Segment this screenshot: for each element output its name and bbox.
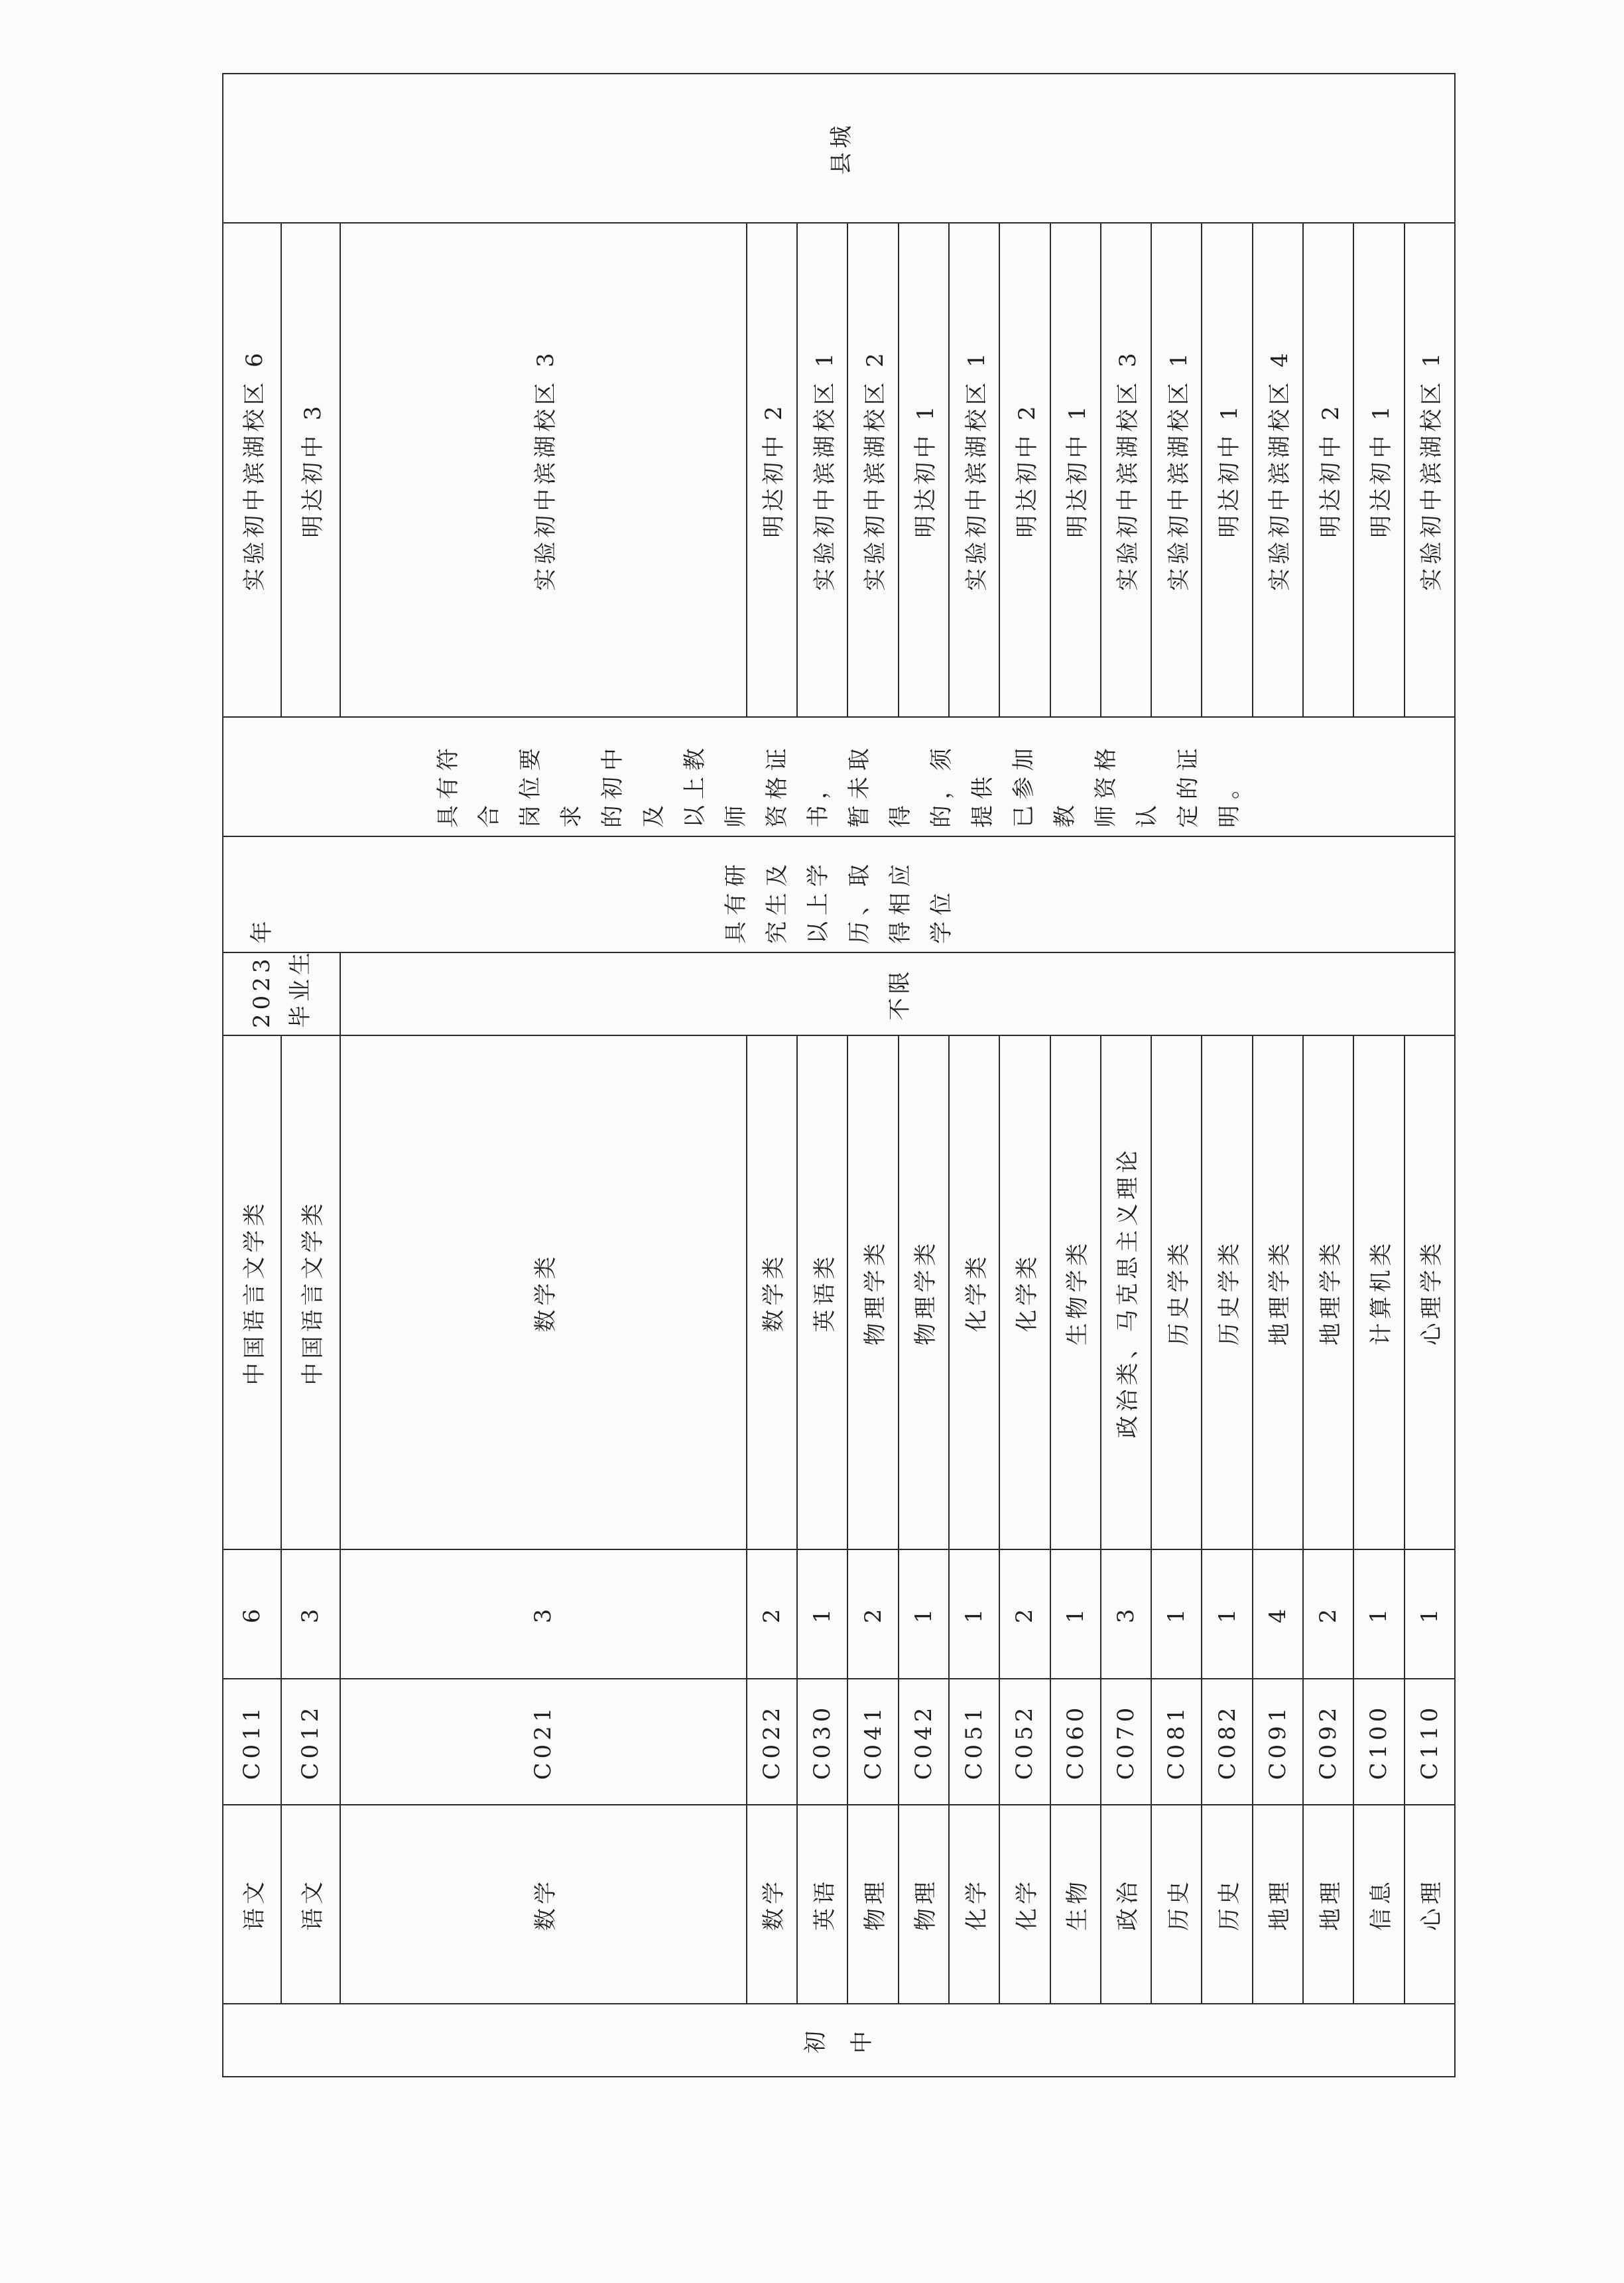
school-cell: 实验初中滨湖校区 1 [949,223,999,717]
count-cell: 1 [1353,1549,1404,1679]
code-cell: C012 [281,1679,340,1805]
table-row [1253,74,1303,2077]
code-cell: C092 [1303,1679,1353,1805]
certificate-line: 已参加教 [1011,742,1078,828]
graduate-cell [223,917,340,1035]
table-row [1202,74,1252,2077]
school-cell: 明达初中 1 [1353,223,1404,717]
count-cell: 1 [949,1549,999,1679]
major-cell: 中国语言文学类 [281,1035,340,1549]
school-cell: 实验初中滨湖校区 3 [1101,223,1151,717]
code-cell: C082 [1202,1679,1252,1805]
table-row [340,74,747,2077]
major-cell: 中国语言文学类 [223,1035,281,1549]
table-row [1405,74,1456,2077]
subject-cell: 历史 [1202,1805,1252,2004]
certificate-line: 具有符合 [435,742,503,828]
major-cell: 地理学类 [1303,1035,1353,1549]
degree-line: 学位 [928,887,955,944]
table-row [847,74,898,2077]
major-cell: 历史学类 [1151,1035,1202,1549]
certificate-line: 的，须提供 [928,742,996,828]
subject-cell: 化学 [949,1805,999,2004]
code-cell: C041 [847,1679,898,1805]
count-cell: 3 [1101,1549,1151,1679]
school-cell: 明达初中 2 [747,223,797,717]
degree-line: 究生及 [764,858,790,944]
degree-line: 历、取 [846,858,873,944]
certificate-line: 岗位要求 [517,742,585,828]
degree-cell [223,836,1455,952]
table-row [1353,74,1404,2077]
certificate-line: 资格证书， [764,742,832,828]
count-cell: 3 [281,1549,340,1679]
count-cell: 2 [999,1549,1050,1679]
table-row [899,74,949,2077]
recruitment-table [222,73,1456,2077]
school-cell: 明达初中 3 [281,223,340,717]
major-cell: 物理学类 [899,1035,949,1549]
school-cell: 实验初中滨湖校区 2 [847,223,898,717]
school-cell: 实验初中滨湖校区 1 [1151,223,1202,717]
school-cell: 实验初中滨湖校区 3 [340,223,747,717]
subject-cell: 语文 [281,1805,340,2004]
code-cell: C081 [1151,1679,1202,1805]
level-char: 初 [802,2027,829,2054]
table-row [999,74,1050,2077]
level-char: 中 [849,2027,875,2054]
subject-cell: 数学 [747,1805,797,2004]
code-cell: C051 [949,1679,999,1805]
major-cell: 英语类 [797,1035,847,1549]
location-cell: 县城 [223,74,1455,223]
count-cell: 6 [223,1549,281,1679]
count-cell: 1 [899,1549,949,1679]
school-cell: 实验初中滨湖校区 6 [223,223,281,717]
degree-line: 得相应 [887,858,914,944]
major-cell: 化学类 [949,1035,999,1549]
code-cell: C052 [999,1679,1050,1805]
subject-cell: 化学 [999,1805,1050,2004]
graduate-line: 2023 年 [249,917,276,1028]
count-cell: 4 [1253,1549,1303,1679]
school-cell: 实验初中滨湖校区 4 [1253,223,1303,717]
school-cell: 明达初中 2 [999,223,1050,717]
subject-cell: 心理 [1405,1805,1456,2004]
code-cell: C011 [223,1679,281,1805]
school-cell: 实验初中滨湖校区 1 [797,223,847,717]
code-cell: C100 [1353,1679,1404,1805]
major-cell: 生物学类 [1050,1035,1101,1549]
major-cell: 数学类 [747,1035,797,1549]
table-row [949,74,999,2077]
subject-cell: 数学 [340,1805,747,2004]
major-cell: 化学类 [999,1035,1050,1549]
school-cell: 明达初中 1 [1050,223,1101,717]
major-cell: 物理学类 [847,1035,898,1549]
table-row [797,74,847,2077]
code-cell: C060 [1050,1679,1101,1805]
count-cell: 2 [847,1549,898,1679]
certificate-line: 定的证明。 [1175,742,1243,828]
table-row [1303,74,1353,2077]
subject-cell: 地理 [1303,1805,1353,2004]
major-cell: 数学类 [340,1035,747,1549]
count-cell: 2 [747,1549,797,1679]
certificate-line: 的初中及 [599,742,667,828]
count-cell: 3 [340,1549,747,1679]
table-row [747,74,797,2077]
count-cell: 1 [1151,1549,1202,1679]
subject-cell: 信息 [1353,1805,1404,2004]
certificate-line: 师资格认 [1093,742,1160,828]
code-cell: C110 [1405,1679,1456,1805]
code-cell: C030 [797,1679,847,1805]
count-cell: 1 [1050,1549,1101,1679]
subject-cell: 物理 [899,1805,949,2004]
table-row [1050,74,1101,2077]
count-cell: 1 [797,1549,847,1679]
subject-cell: 历史 [1151,1805,1202,2004]
code-cell: C042 [899,1679,949,1805]
count-cell: 1 [1405,1549,1456,1679]
subject-cell: 语文 [223,1805,281,2004]
subject-cell: 物理 [847,1805,898,2004]
school-cell: 明达初中 1 [1202,223,1252,717]
table-row [1151,74,1202,2077]
major-cell: 历史学类 [1202,1035,1252,1549]
count-cell: 2 [1303,1549,1353,1679]
table-body [223,74,1455,2077]
table-row [1101,74,1151,2077]
degree-line: 具有研 [723,858,749,944]
certificate-line: 以上教师 [682,742,749,828]
certificate-cell [223,717,1455,836]
major-cell: 政治类、马克思主义理论 [1101,1035,1151,1549]
table-row [223,74,281,2077]
major-cell: 计算机类 [1353,1035,1404,1549]
count-cell: 1 [1202,1549,1252,1679]
subject-cell: 英语 [797,1805,847,2004]
code-cell: C070 [1101,1679,1151,1805]
major-cell: 心理学类 [1405,1035,1456,1549]
table-row [281,74,340,2077]
major-cell: 地理学类 [1253,1035,1303,1549]
subject-cell: 生物 [1050,1805,1101,2004]
subject-cell: 政治 [1101,1805,1151,2004]
school-cell: 实验初中滨湖校区 1 [1405,223,1456,717]
code-cell: C091 [1253,1679,1303,1805]
subject-cell: 地理 [1253,1805,1303,2004]
level-cell [223,2004,1455,2077]
graduate-line: 毕业生 [287,948,314,1028]
code-cell: C021 [340,1679,747,1805]
certificate-line: 暂未取得 [846,742,914,828]
degree-line: 以上学 [805,858,832,944]
unlimited-cell: 不限 [340,952,1456,1035]
school-cell: 明达初中 2 [1303,223,1353,717]
school-cell: 明达初中 1 [899,223,949,717]
code-cell: C022 [747,1679,797,1805]
